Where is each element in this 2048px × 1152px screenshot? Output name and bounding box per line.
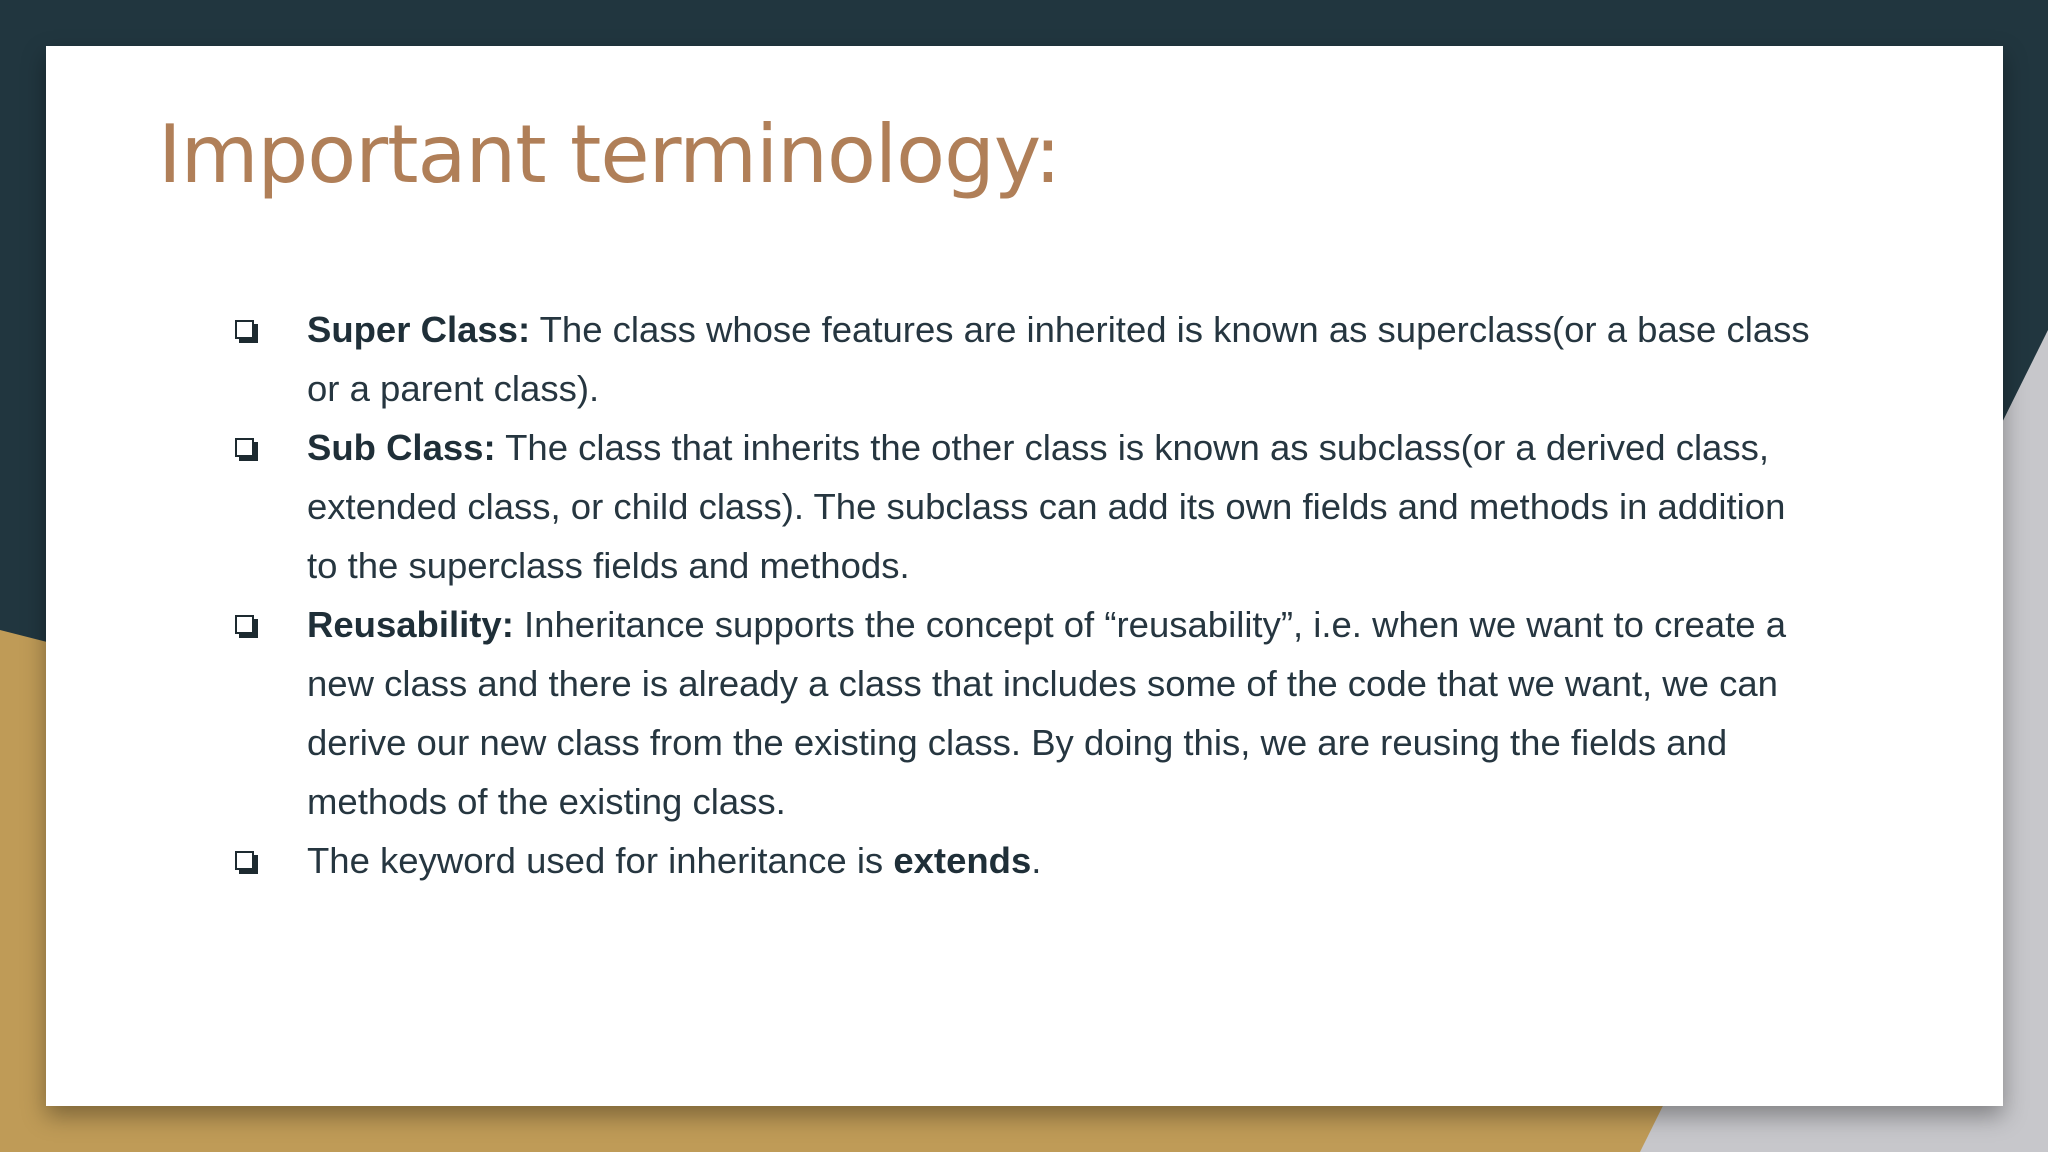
- term-description: Inheritance supports the concept of “reusability”, i.e. when we want to create a new class and there is already a class that includes some of the code that we want, we can derive our new class from the existing class. By doing this, we are reusing the fields and methods of the existing class.: [307, 604, 1786, 822]
- keyword-sentence: The keyword used for inheritance is: [307, 840, 894, 881]
- bullet-keyword: [182, 831, 1822, 890]
- checkbox-outline-icon: [235, 320, 258, 343]
- checkbox-outline-icon: [235, 851, 258, 874]
- keyword-period: .: [1031, 840, 1042, 881]
- keyword-extends: extends: [893, 840, 1032, 881]
- term-label: Sub Class:: [307, 427, 496, 468]
- bullet-list: [182, 300, 1822, 890]
- term-label: Super Class:: [307, 309, 531, 350]
- checkbox-outline-icon: [235, 615, 258, 638]
- term-description: The class whose features are inherited is known as superclass(or a base class or a parent class).: [307, 309, 1810, 409]
- bullet-super-class: [182, 300, 1822, 418]
- bullet-reusability: [182, 595, 1822, 831]
- bullet-sub-class: [182, 418, 1822, 595]
- term-description: The class that inherits the other class is known as subclass(or a derived class, extended class, or child class). The subclass can add its own fields and methods in addition to the superclass fields and methods.: [307, 427, 1786, 586]
- checkbox-outline-icon: [235, 438, 258, 461]
- term-label: Reusability:: [307, 604, 514, 645]
- slide-title: Important terminology:: [158, 108, 1061, 201]
